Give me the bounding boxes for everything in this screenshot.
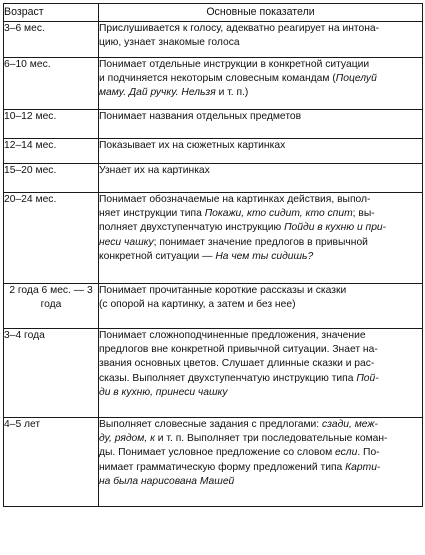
- indicator-cell: [99, 22, 423, 58]
- indicator-text: ; понимает значение предлогов в привычной: [153, 236, 368, 248]
- indicator-cell: [99, 193, 423, 284]
- indicator-text: и подчиняется некоторым словесным командам (: [99, 73, 336, 85]
- indicator-text: конкретной ситуации —: [99, 250, 216, 262]
- italic-example-text: Поцелуй: [335, 73, 377, 85]
- table-row: [4, 139, 423, 164]
- age-cell: 3–6 мес.: [4, 22, 99, 58]
- indicator-cell: [99, 284, 423, 329]
- age-cell: 12–14 мес.: [4, 139, 99, 164]
- indicator-cell: [99, 110, 423, 139]
- indicator-text: ; вы-: [352, 208, 375, 220]
- italic-example-text: На чем ты сидишь?: [215, 250, 314, 262]
- age-cell: 4–5 лет: [4, 418, 99, 507]
- table-header-row: [4, 4, 423, 22]
- table-row: [4, 418, 423, 507]
- italic-example-text: маму. Дай ручку. Нельзя: [99, 87, 216, 99]
- italic-example-text: на была нарисована Машей: [99, 475, 235, 487]
- indicator-cell: [99, 164, 423, 193]
- table-body: [4, 22, 423, 507]
- table-row: [4, 22, 423, 58]
- italic-example-text: если: [335, 447, 358, 459]
- indicator-text: предлогов вне конкретной привычной ситуации. Знает на-: [99, 344, 378, 356]
- indicator-text: (с опорой на картинку, а затем и без нее): [99, 299, 296, 311]
- age-cell: 2 года 6 мес. — 3 года: [4, 284, 99, 329]
- indicator-text: Понимает названия отдельных предметов: [99, 111, 302, 122]
- table-row: [4, 58, 423, 110]
- table-row: [4, 164, 423, 193]
- indicator-text: нимает грамматическую форму предложений типа: [99, 461, 346, 473]
- table-row: [4, 284, 423, 329]
- indicator-text: Понимает обозначаемые на картинках действия, выпол-: [99, 194, 371, 205]
- italic-example-text: Пой-: [356, 372, 379, 384]
- indicator-cell: [99, 139, 423, 164]
- indicator-cell: [99, 58, 423, 110]
- indicator-text: Прислушивается к голосу, адекватно реагирует на интона-: [99, 23, 380, 34]
- age-cell: 10–12 мес.: [4, 110, 99, 139]
- indicator-text: Узнает их на картинках: [99, 165, 210, 176]
- indicator-text: Понимает отдельные инструкции в конкретной ситуации: [99, 59, 370, 70]
- indicator-text: сказы. Выполняет двухступенчатую инструкцию типа: [99, 372, 357, 384]
- indicator-text: звания основных цветов. Слушает длинные сказки и рас-: [99, 358, 375, 370]
- speech-development-table: [3, 3, 423, 507]
- table-row: [4, 329, 423, 418]
- italic-example-text: Покажи, кто сидит, кто спит: [204, 208, 353, 220]
- indicator-text: . По-: [357, 447, 380, 459]
- indicator-text: Понимает сложноподчиненные предложения, значение: [99, 330, 366, 341]
- italic-example-text: ду, рядом, к: [99, 433, 155, 445]
- italic-example-text: Пойди в кухню и при-: [284, 222, 387, 234]
- italic-example-text: ди в кухню, принеси чашку: [99, 386, 228, 398]
- indicator-text: и т. п. Выполняет три последовательные коман-: [154, 433, 388, 445]
- table-row: [4, 193, 423, 284]
- age-cell: 20–24 мес.: [4, 193, 99, 284]
- indicator-text: Показывает их на сюжетных картинках: [99, 140, 286, 151]
- italic-example-text: Карти-: [345, 461, 381, 473]
- indicator-text: няет инструкции типа: [99, 208, 205, 220]
- indicator-text: ды. Понимает условное предложение со словом: [99, 447, 336, 459]
- age-cell: 3–4 года: [4, 329, 99, 418]
- indicator-cell: [99, 329, 423, 418]
- age-cell: 15–20 мес.: [4, 164, 99, 193]
- header-age: Возраст: [4, 4, 99, 22]
- age-cell: 6–10 мес.: [4, 58, 99, 110]
- header-indicators: Основные показатели: [99, 4, 423, 22]
- italic-example-text: сзади, меж-: [322, 419, 378, 430]
- indicator-text: полняет двухступенчатую инструкцию: [99, 222, 285, 234]
- table-row: [4, 110, 423, 139]
- indicator-text: Понимает прочитанные короткие рассказы и сказки: [99, 285, 347, 296]
- indicator-text: и т. п.): [215, 87, 249, 99]
- indicator-text: цию, узнает знакомые голоса: [99, 37, 240, 49]
- italic-example-text: неси чашку: [99, 236, 154, 248]
- indicator-text: Выполняет словесные задания с предлогами:: [99, 419, 323, 430]
- indicator-cell: [99, 418, 423, 507]
